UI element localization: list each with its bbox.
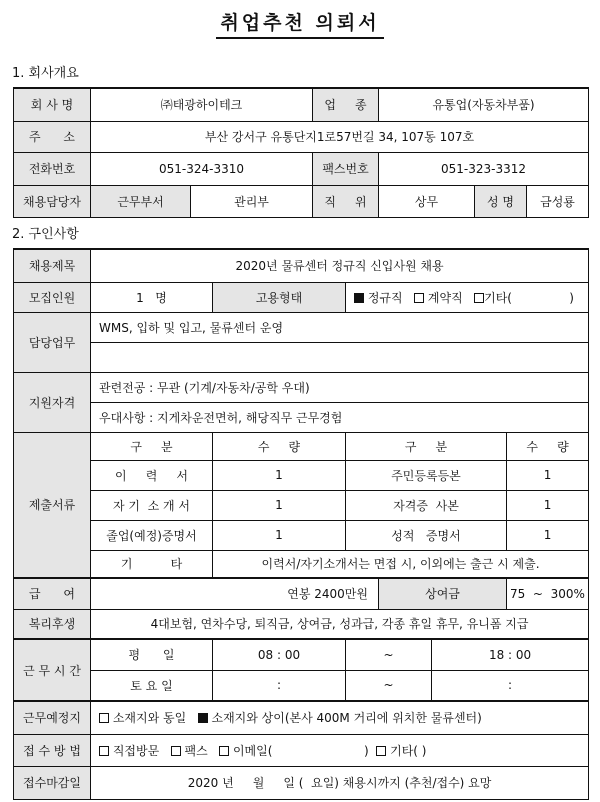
section-job-heading: 2. 구인사항	[12, 227, 79, 242]
doc-license-copy: 자격증 사본	[346, 490, 507, 520]
dept-value: 관리부	[191, 185, 313, 217]
doc-transcript-qty: 1	[507, 520, 589, 550]
same-location-label: 소재지와 동일	[112, 711, 187, 726]
doc-etc-value: 이력서/자기소개서는 면접 시, 이외에는 출근 시 제출.	[213, 550, 589, 578]
email-option-label: 이메일( )	[232, 743, 369, 758]
doc-graduation-cert: 졸업(예정)증명서	[91, 520, 213, 550]
weekday-start: 08 : 00	[213, 639, 346, 670]
application-method-options	[91, 734, 589, 766]
docs-header-category-2: 구 분	[346, 432, 507, 460]
section-company-heading: 1. 회사개요	[12, 66, 79, 81]
duty-label: 담당업무	[14, 312, 91, 372]
welfare-value: 4대보험, 연차수당, 퇴직금, 상여금, 성과급, 각종 휴일 휴무, 유니폼 지급	[91, 609, 589, 639]
duty-line-1: WMS, 입하 및 입고, 물류센터 운영	[91, 312, 589, 342]
document-title: 취업추천 의뢰서	[0, 8, 600, 39]
work-location-options	[91, 701, 589, 734]
other-type-option-label: 기타( )	[484, 290, 574, 305]
salary-label: 급 여	[14, 578, 91, 609]
work-hours-label: 근 무 시 간	[14, 639, 91, 701]
person-label: 성 명	[475, 185, 527, 217]
doc-self-intro-qty: 1	[213, 490, 346, 520]
bonus-value: 75 ~ 300%	[507, 578, 589, 609]
documents-label: 제출서류	[14, 432, 91, 578]
doc-graduation-cert-qty: 1	[213, 520, 346, 550]
welfare-label: 복리후생	[14, 609, 91, 639]
docs-header-quantity-2: 수 량	[507, 432, 589, 460]
work-location-label: 근무예정지	[14, 701, 91, 734]
qualification-label: 지원자격	[14, 372, 91, 432]
address-value: 부산 강서구 유통단지1로57번길 34, 107동 107호	[91, 121, 589, 152]
dept-label: 근무부서	[91, 185, 191, 217]
qualification-line-1: 관련전공 : 무관 (기계/자동차/공학 우대)	[91, 372, 589, 402]
position-label: 직 위	[313, 185, 379, 217]
different-location-label: 소재지와 상이(본사 400M 거리에 위치한 물류센터)	[211, 711, 482, 726]
job-title-value: 2020년 물류센터 정규직 신입사원 채용	[91, 249, 589, 282]
job-title-label: 채용제목	[14, 249, 91, 282]
regular-checkbox[interactable]	[354, 293, 364, 303]
doc-resume-qty: 1	[213, 460, 346, 490]
position-value: 상무	[379, 185, 475, 217]
address-label: 주 소	[14, 121, 91, 152]
saturday-start: :	[213, 670, 346, 701]
application-method-label: 접 수 방 법	[14, 734, 91, 766]
company-name: ㈜태광하이테크	[91, 88, 313, 121]
company-table	[13, 87, 589, 218]
bonus-label: 상여금	[379, 578, 507, 609]
qualification-line-2: 우대사항 : 지게차운전면허, 해당직무 근무경험	[91, 402, 589, 432]
employment-type-label: 고용형태	[213, 282, 346, 312]
fax-option-label: 팩스	[184, 743, 208, 758]
saturday-separator: ~	[346, 670, 432, 701]
doc-resident-register-qty: 1	[507, 460, 589, 490]
weekday-separator: ~	[346, 639, 432, 670]
employment-type-options	[346, 282, 589, 312]
phone-value: 051-324-3310	[91, 152, 313, 185]
company-name-label: 회 사 명	[14, 88, 91, 121]
docs-header-quantity-1: 수 량	[213, 432, 346, 460]
visit-label: 직접방문	[112, 743, 160, 758]
contract-option-label: 계약직	[427, 290, 463, 305]
salary-value: 연봉 2400만원	[91, 578, 379, 609]
deadline-label: 접수마감일	[14, 766, 91, 799]
weekday-end: 18 : 00	[432, 639, 589, 670]
headcount-label: 모집인원	[14, 282, 91, 312]
same-location-checkbox[interactable]	[99, 713, 109, 723]
phone-label: 전화번호	[14, 152, 91, 185]
other-method-checkbox[interactable]	[376, 746, 386, 756]
doc-resident-register: 주민등록등본	[346, 460, 507, 490]
other-type-checkbox[interactable]	[474, 293, 484, 303]
saturday-end: :	[432, 670, 589, 701]
fax-checkbox[interactable]	[171, 746, 181, 756]
duty-line-2	[91, 342, 589, 372]
doc-resume: 이 력 서	[91, 460, 213, 490]
doc-self-intro: 자 기 소 개 서	[91, 490, 213, 520]
doc-transcript: 성적 증명서	[346, 520, 507, 550]
person-value: 금성룡	[527, 185, 589, 217]
regular-option-label: 정규직	[367, 290, 403, 305]
fax-label: 팩스번호	[313, 152, 379, 185]
headcount-value: 1 명	[91, 282, 213, 312]
different-location-checkbox[interactable]	[198, 713, 208, 723]
job-table	[13, 248, 589, 800]
saturday-label: 토 요 일	[91, 670, 213, 701]
industry-value: 유통업(자동차부품)	[379, 88, 589, 121]
deadline-value: 2020 년 월 일 ( 요일) 채용시까지 (추천/접수) 요망	[91, 766, 589, 799]
manager-label: 채용담당자	[14, 185, 91, 217]
email-checkbox[interactable]	[219, 746, 229, 756]
docs-header-category-1: 구 분	[91, 432, 213, 460]
doc-etc-label: 기 타	[91, 550, 213, 578]
weekday-label: 평 일	[91, 639, 213, 670]
other-method-label: 기타( )	[390, 743, 427, 758]
fax-value: 051-323-3312	[379, 152, 589, 185]
doc-license-copy-qty: 1	[507, 490, 589, 520]
industry-label: 업 종	[313, 88, 379, 121]
contract-checkbox[interactable]	[414, 293, 424, 303]
visit-checkbox[interactable]	[99, 746, 109, 756]
